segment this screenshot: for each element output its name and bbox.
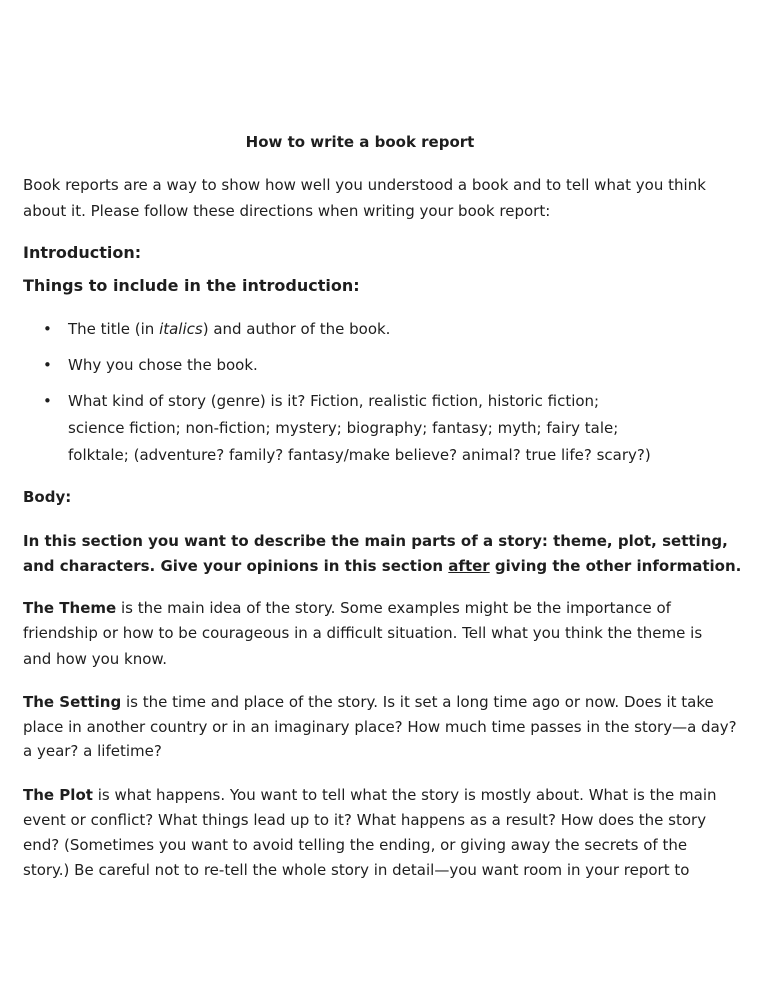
setting-paragraph-line-3: a year? a lifetime?: [23, 742, 162, 760]
setting-paragraph-line-2: place in another country or in an imaginary place? How much time passes in the story—a day?: [23, 718, 737, 736]
theme-paragraph-line-1: [23, 598, 671, 618]
body-instructions-underlined: after: [448, 557, 490, 575]
intro-paragraph-line-2: about it. Please follow these directions when writing your book report:: [23, 202, 551, 220]
body-instructions-pre: and characters. Give your opinions in this section: [23, 557, 449, 575]
body-instructions-post: giving the other information.: [489, 557, 742, 575]
introduction-bullet-list: [23, 316, 723, 478]
body-instructions-line-1: In this section you want to describe the main parts of a story: theme, plot, setting,: [23, 532, 728, 550]
bullet-1-italic: italics: [159, 320, 203, 338]
bullet-3-line-1: What kind of story (genre) is it? Fiction, realistic fiction, historic fiction;: [68, 392, 600, 410]
introduction-heading: Introduction:: [23, 243, 142, 262]
bullet-3-line-3: folktale; (adventure? family? fantasy/make believe? animal? true life? scary?): [68, 446, 651, 464]
plot-label: The Plot: [23, 786, 93, 804]
setting-paragraph-line-1: [23, 692, 714, 712]
theme-text: is the main idea of the story. Some examples might be the importance of: [116, 599, 671, 617]
body-heading: Body:: [23, 488, 72, 506]
page-title: How to write a book report: [245, 133, 475, 151]
bullet-1-text-pre: The title (in: [68, 320, 160, 338]
intro-paragraph-line-1: Book reports are a way to show how well you understood a book and to tell what you think: [23, 176, 706, 194]
plot-paragraph-line-3: end? (Sometimes you want to avoid telling the ending, or giving away the secrets of the: [23, 836, 688, 854]
body-instructions-line-2: [23, 556, 741, 576]
plot-paragraph-line-4: story.) Be careful not to re-tell the whole story in detail—you want room in your report to: [23, 861, 690, 879]
theme-paragraph-line-3: and how you know.: [23, 650, 168, 668]
setting-label: The Setting: [23, 693, 122, 711]
things-to-include-heading: Things to include in the introduction:: [23, 276, 360, 295]
plot-paragraph-line-1: [23, 785, 717, 805]
setting-text: is the time and place of the story. Is it set a long time ago or now. Does it take: [121, 693, 714, 711]
plot-paragraph-line-2: event or conflict? What things lead up to it? What happens as a result? How does the story: [23, 811, 707, 829]
bullet-3-line-2: science fiction; non-fiction; mystery; biography; fantasy; myth; fairy tale;: [68, 419, 619, 437]
list-item: [23, 352, 723, 379]
theme-label: The Theme: [23, 599, 117, 617]
plot-text: is what happens. You want to tell what the story is mostly about. What is the main: [92, 786, 717, 804]
theme-paragraph-line-2: friendship or how to be courageous in a difficult situation. Tell what you think the theme is: [23, 624, 703, 642]
bullet-1-text-post: ) and author of the book.: [202, 320, 391, 338]
list-item: [23, 316, 723, 343]
bullet-2-text: Why you chose the book.: [68, 356, 258, 374]
list-item: [23, 388, 723, 469]
